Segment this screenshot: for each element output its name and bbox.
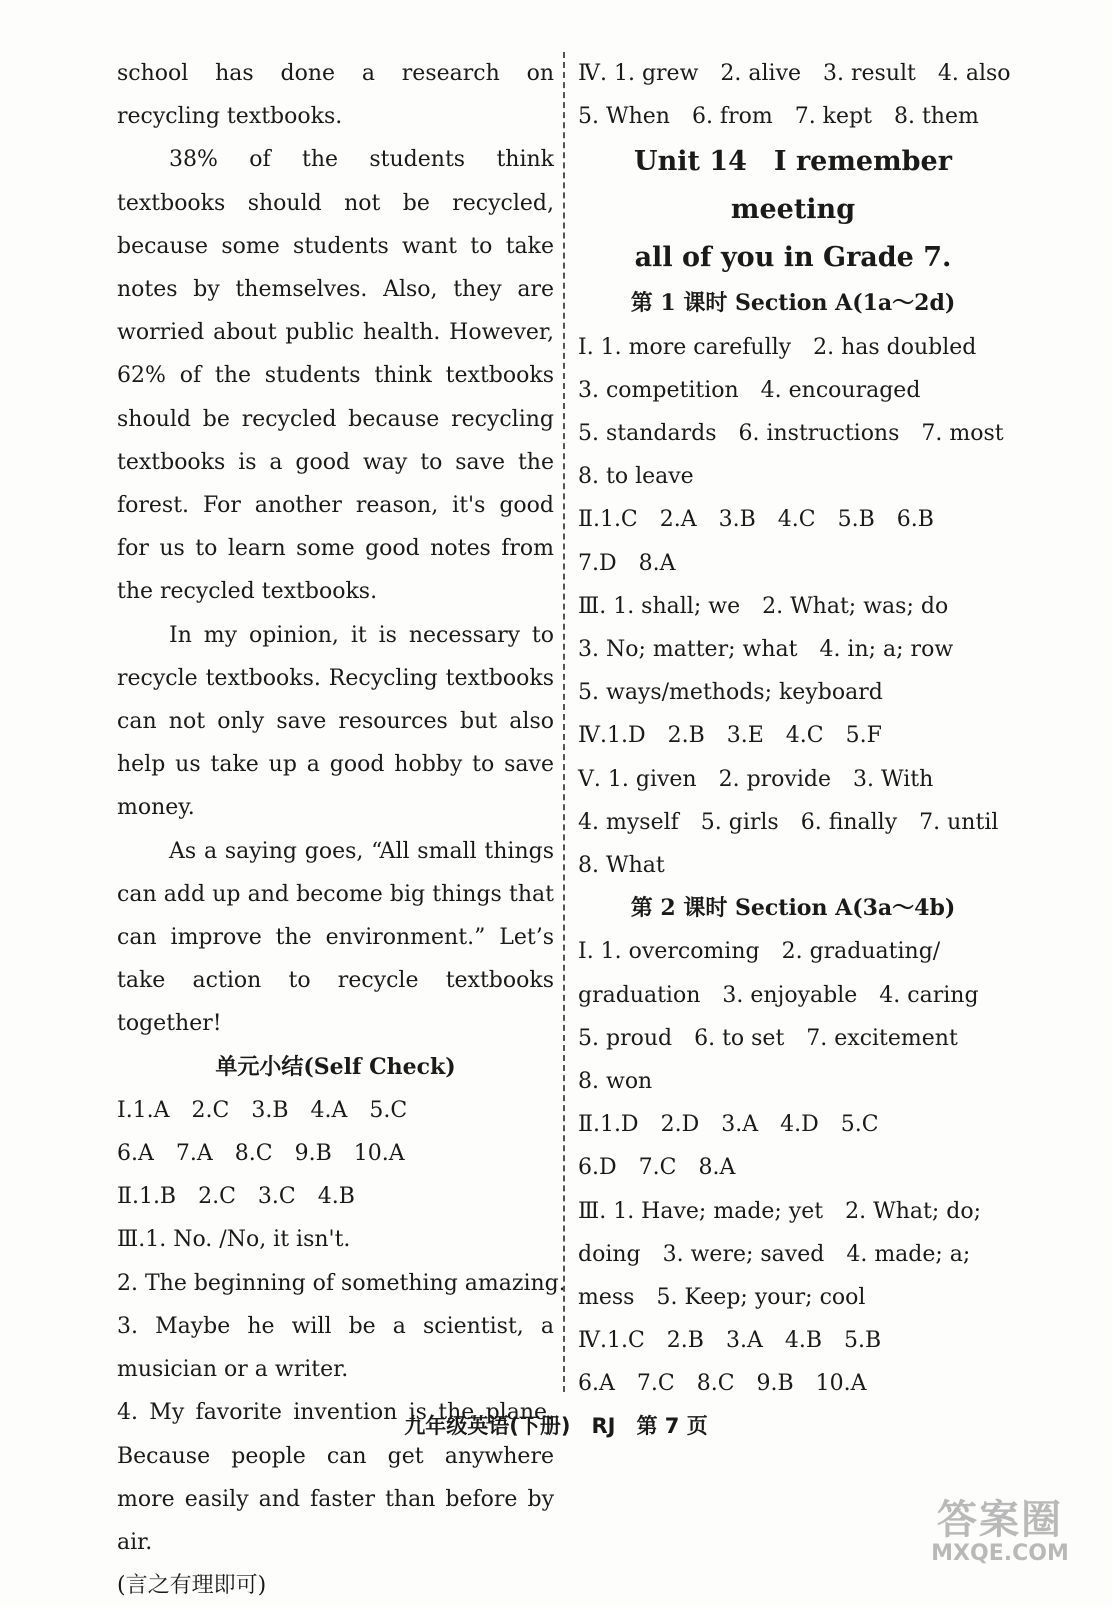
unit-title-line-2: all of you in Grade 7. <box>634 242 952 274</box>
answer-line: 2. The beginning of something amazing. <box>117 1270 566 1296</box>
answer-line: Ⅲ. 1. shall; we 2. What; was; do <box>578 593 949 619</box>
answer-line: Ⅳ.1.C 2.B 3.A 4.B 5.B <box>578 1328 882 1354</box>
answer-line: Ⅲ.1. No. /No, it isn't. <box>117 1227 351 1253</box>
watermark <box>905 1488 1095 1566</box>
answer-line: 3. competition 4. encouraged <box>578 377 921 403</box>
answer-line: 5. ways/methods; keyboard <box>578 680 883 706</box>
essay-paragraph-3: In my opinion, it is necessary to recycle textbooks. Recycling textbooks can not only save resources but also help us take up a good hobby to save money. <box>117 622 554 821</box>
answer-line: Ⅱ.1.C 2.A 3.B 4.C 5.B 6.B <box>578 507 934 533</box>
answer-line: 4. myself 5. girls 6. finally 7. until <box>578 809 999 835</box>
answer-line: Ⅰ. 1. overcoming 2. graduating/ <box>578 939 941 965</box>
answer-line: 3. No; matter; what 4. in; a; row <box>578 637 954 663</box>
answer-line: Ⅰ. 1. more carefully 2. has doubled <box>578 334 977 360</box>
answer-line: 5. When 6. from 7. kept 8. them <box>578 104 979 130</box>
answer-note: (言之有理即可) <box>117 1573 267 1599</box>
page-footer: 九年级英语(下册) RJ 第 7 页 <box>404 1414 708 1438</box>
essay-paragraph-4: As a saying goes, “All small things can add up and become big things that can improve the environment.” Let’s take action to recycle textbooks together! <box>117 838 554 1037</box>
answer-line: Ⅳ.1.D 2.B 3.E 4.C 5.F <box>578 723 882 749</box>
answer-line: Ⅴ. 1. given 2. provide 3. With <box>578 766 934 792</box>
answer-line: graduation 3. enjoyable 4. caring <box>578 982 979 1008</box>
answer-line: Ⅳ. 1. grew 2. alive 3. result 4. also <box>578 61 1011 86</box>
answer-line: 5. proud 6. to set 7. excitement <box>578 1025 958 1051</box>
answer-line: 3. Maybe he will be a scientist, a musician or a writer. <box>117 1313 554 1383</box>
answer-line: Ⅰ.1.A 2.C 3.B 4.A 5.C <box>117 1097 408 1123</box>
answer-line: 8. to leave <box>578 464 694 490</box>
answer-line: Ⅱ.1.B 2.C 3.C 4.B <box>117 1184 355 1210</box>
essay-paragraph-2: 38% of the students think textbooks should not be recycled, because some students want to take notes by themselves. Also, they are worried about public health. However, 62% of the students think textbooks should be recycled because recycling textbooks is a good way to save the forest. For another reason, it's good for us to learn some good notes from the recycled textbooks. <box>117 147 554 605</box>
answer-line: doing 3. were; saved 4. made; a; <box>578 1241 971 1267</box>
answer-line: 8. What <box>578 853 665 879</box>
unit-title-line-1: Unit 14 I remember meeting <box>634 146 952 226</box>
answer-line: 6.D 7.C 8.A <box>578 1155 736 1181</box>
right-column <box>578 52 1011 1406</box>
answer-line: 6.A 7.C 8.C 9.B 10.A <box>578 1371 867 1397</box>
answer-line: 7.D 8.A <box>578 550 676 576</box>
answer-line: Ⅲ. 1. Have; made; yet 2. What; do; <box>578 1198 981 1224</box>
lesson-1-heading: 第 1 课时 Section A(1a～2d) <box>630 290 956 317</box>
self-check-heading: 单元小结(Self Check) <box>215 1053 456 1080</box>
answer-line: 6.A 7.A 8.C 9.B 10.A <box>117 1141 405 1167</box>
answer-line: 5. standards 6. instructions 7. most <box>578 421 1004 447</box>
watermark-logo: 答案圈 <box>937 1497 1063 1543</box>
lesson-2-heading: 第 2 课时 Section A(3a～4b) <box>630 895 956 922</box>
answer-line: 8. won <box>578 1069 653 1095</box>
column-divider <box>563 52 565 1392</box>
essay-paragraph-1: school has done a research on recycling textbooks. <box>117 61 554 130</box>
answer-line: 4. My favorite invention is the plane. Because people can get anywhere more easily and faster than before by air. <box>117 1400 554 1555</box>
answer-line: mess 5. Keep; your; cool <box>578 1285 866 1311</box>
answer-line: Ⅱ.1.D 2.D 3.A 4.D 5.C <box>578 1112 879 1138</box>
watermark-url: MXQE.COM <box>931 1541 1069 1566</box>
